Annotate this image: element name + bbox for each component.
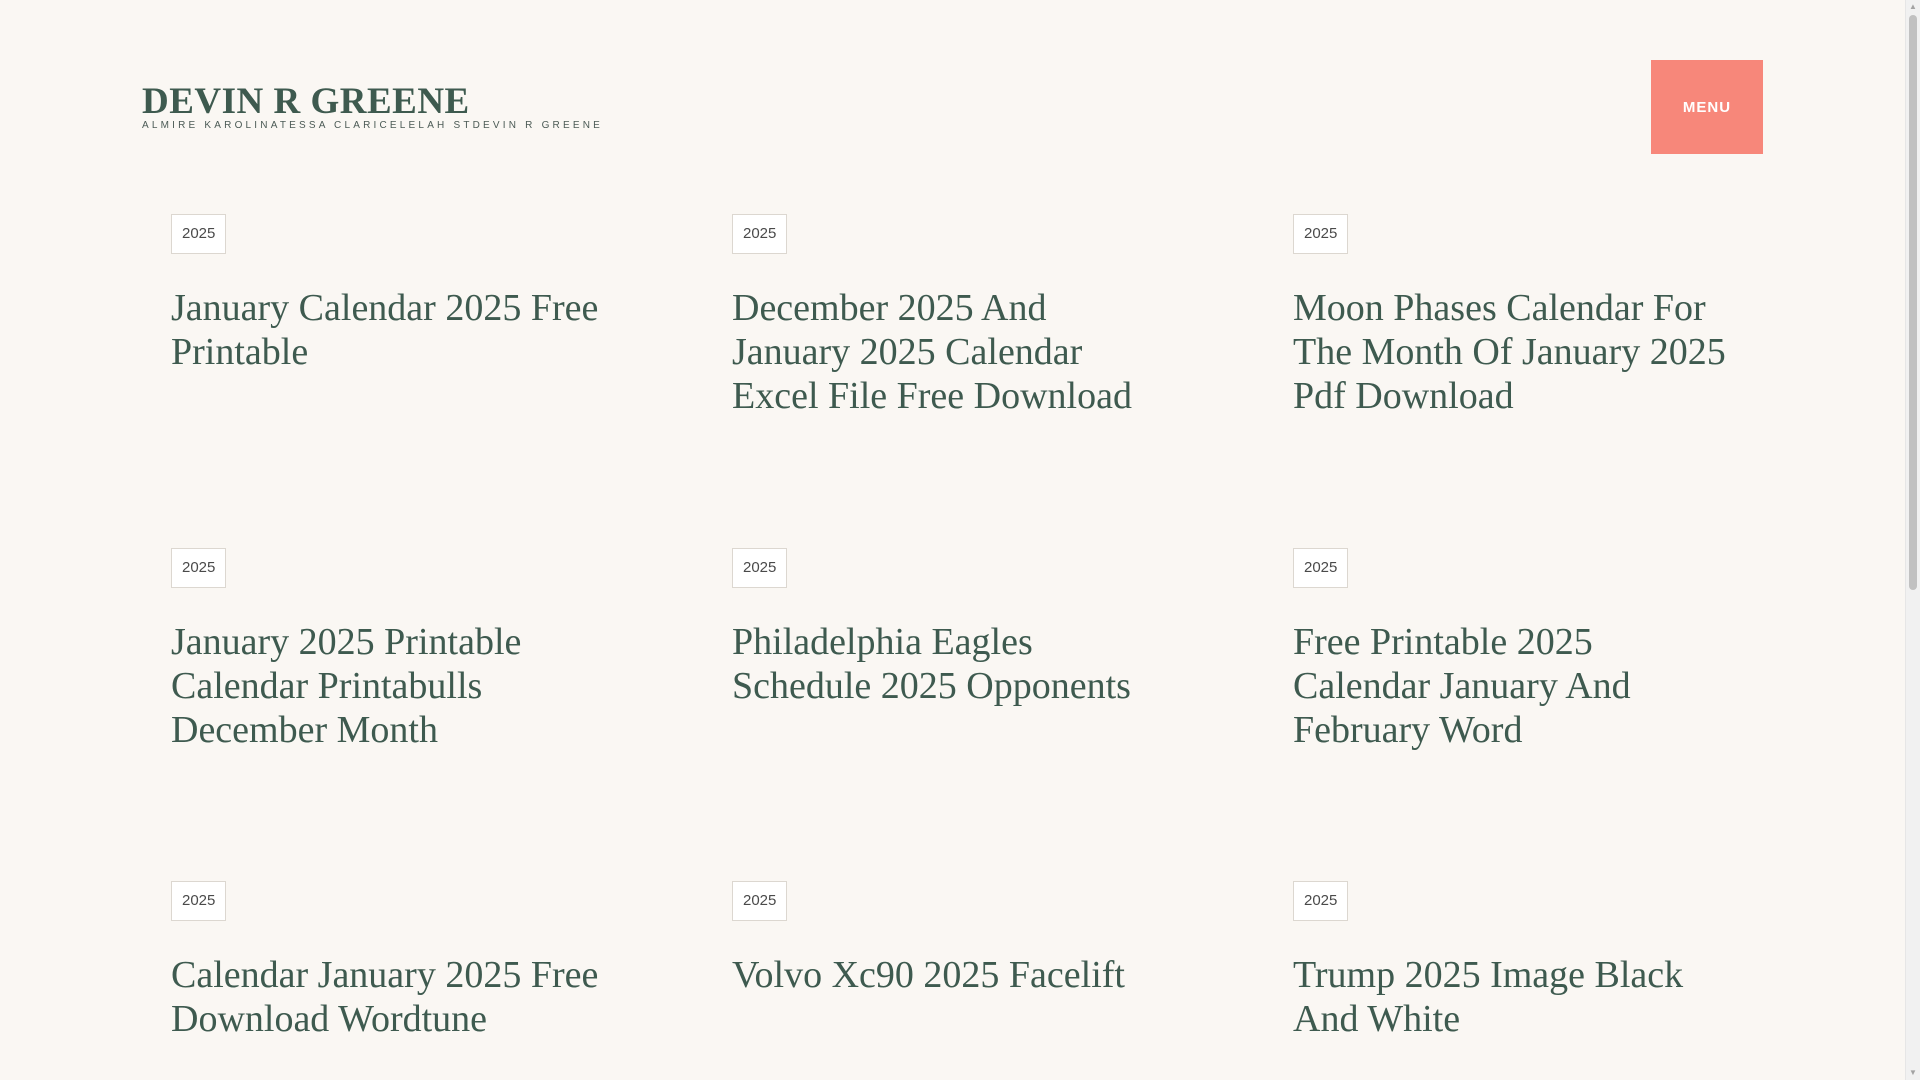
post-card bbox=[1293, 214, 1733, 418]
triangle-down-icon[interactable]: ▼ bbox=[1909, 1068, 1917, 1077]
post-title[interactable]: Moon Phases Calendar For The Month Of January 2025 Pdf Download bbox=[1293, 287, 1726, 417]
post-card bbox=[1293, 548, 1733, 752]
post-card bbox=[732, 548, 1172, 708]
post-title[interactable]: Volvo Xc90 2025 Facelift bbox=[732, 954, 1125, 996]
post-title[interactable]: Philadelphia Eagles Schedule 2025 Opponents bbox=[732, 621, 1131, 707]
triangle-up-icon[interactable]: ▲ bbox=[1909, 2, 1917, 11]
category-badge[interactable]: 2025 bbox=[171, 881, 226, 921]
post-title[interactable]: January Calendar 2025 Free Printable bbox=[171, 287, 599, 373]
post-card bbox=[171, 548, 611, 752]
post-card bbox=[171, 214, 611, 374]
post-card bbox=[1293, 881, 1733, 1041]
post-title[interactable]: December 2025 And January 2025 Calendar Excel File Free Download bbox=[732, 287, 1132, 417]
post-title[interactable]: Free Printable 2025 Calendar January And February Word bbox=[1293, 621, 1631, 751]
category-badge[interactable]: 2025 bbox=[171, 214, 226, 254]
post-card bbox=[732, 214, 1172, 418]
category-badge[interactable]: 2025 bbox=[171, 548, 226, 588]
category-badge[interactable]: 2025 bbox=[1293, 881, 1348, 921]
post-card bbox=[171, 881, 611, 1041]
scrollbar-thumb[interactable] bbox=[1909, 15, 1917, 590]
category-badge[interactable]: 2025 bbox=[732, 214, 787, 254]
category-badge[interactable]: 2025 bbox=[1293, 548, 1348, 588]
post-title[interactable]: January 2025 Printable Calendar Printabulls December Month bbox=[171, 621, 522, 751]
vertical-scrollbar[interactable] bbox=[1905, 0, 1920, 1080]
category-badge[interactable]: 2025 bbox=[732, 881, 787, 921]
post-title[interactable]: Calendar January 2025 Free Download Wordtune bbox=[171, 954, 599, 1040]
post-title[interactable]: Trump 2025 Image Black And White bbox=[1293, 954, 1684, 1040]
category-badge[interactable]: 2025 bbox=[1293, 214, 1348, 254]
menu-button[interactable]: MENU bbox=[1651, 60, 1763, 154]
site-title[interactable]: DEVIN R GREENE bbox=[142, 81, 470, 122]
site-tagline: ALMIRE KAROLINATESSA CLARICELELAH STDEVIN R GREENE bbox=[142, 120, 604, 131]
category-badge[interactable]: 2025 bbox=[732, 548, 787, 588]
post-card bbox=[732, 881, 1172, 997]
